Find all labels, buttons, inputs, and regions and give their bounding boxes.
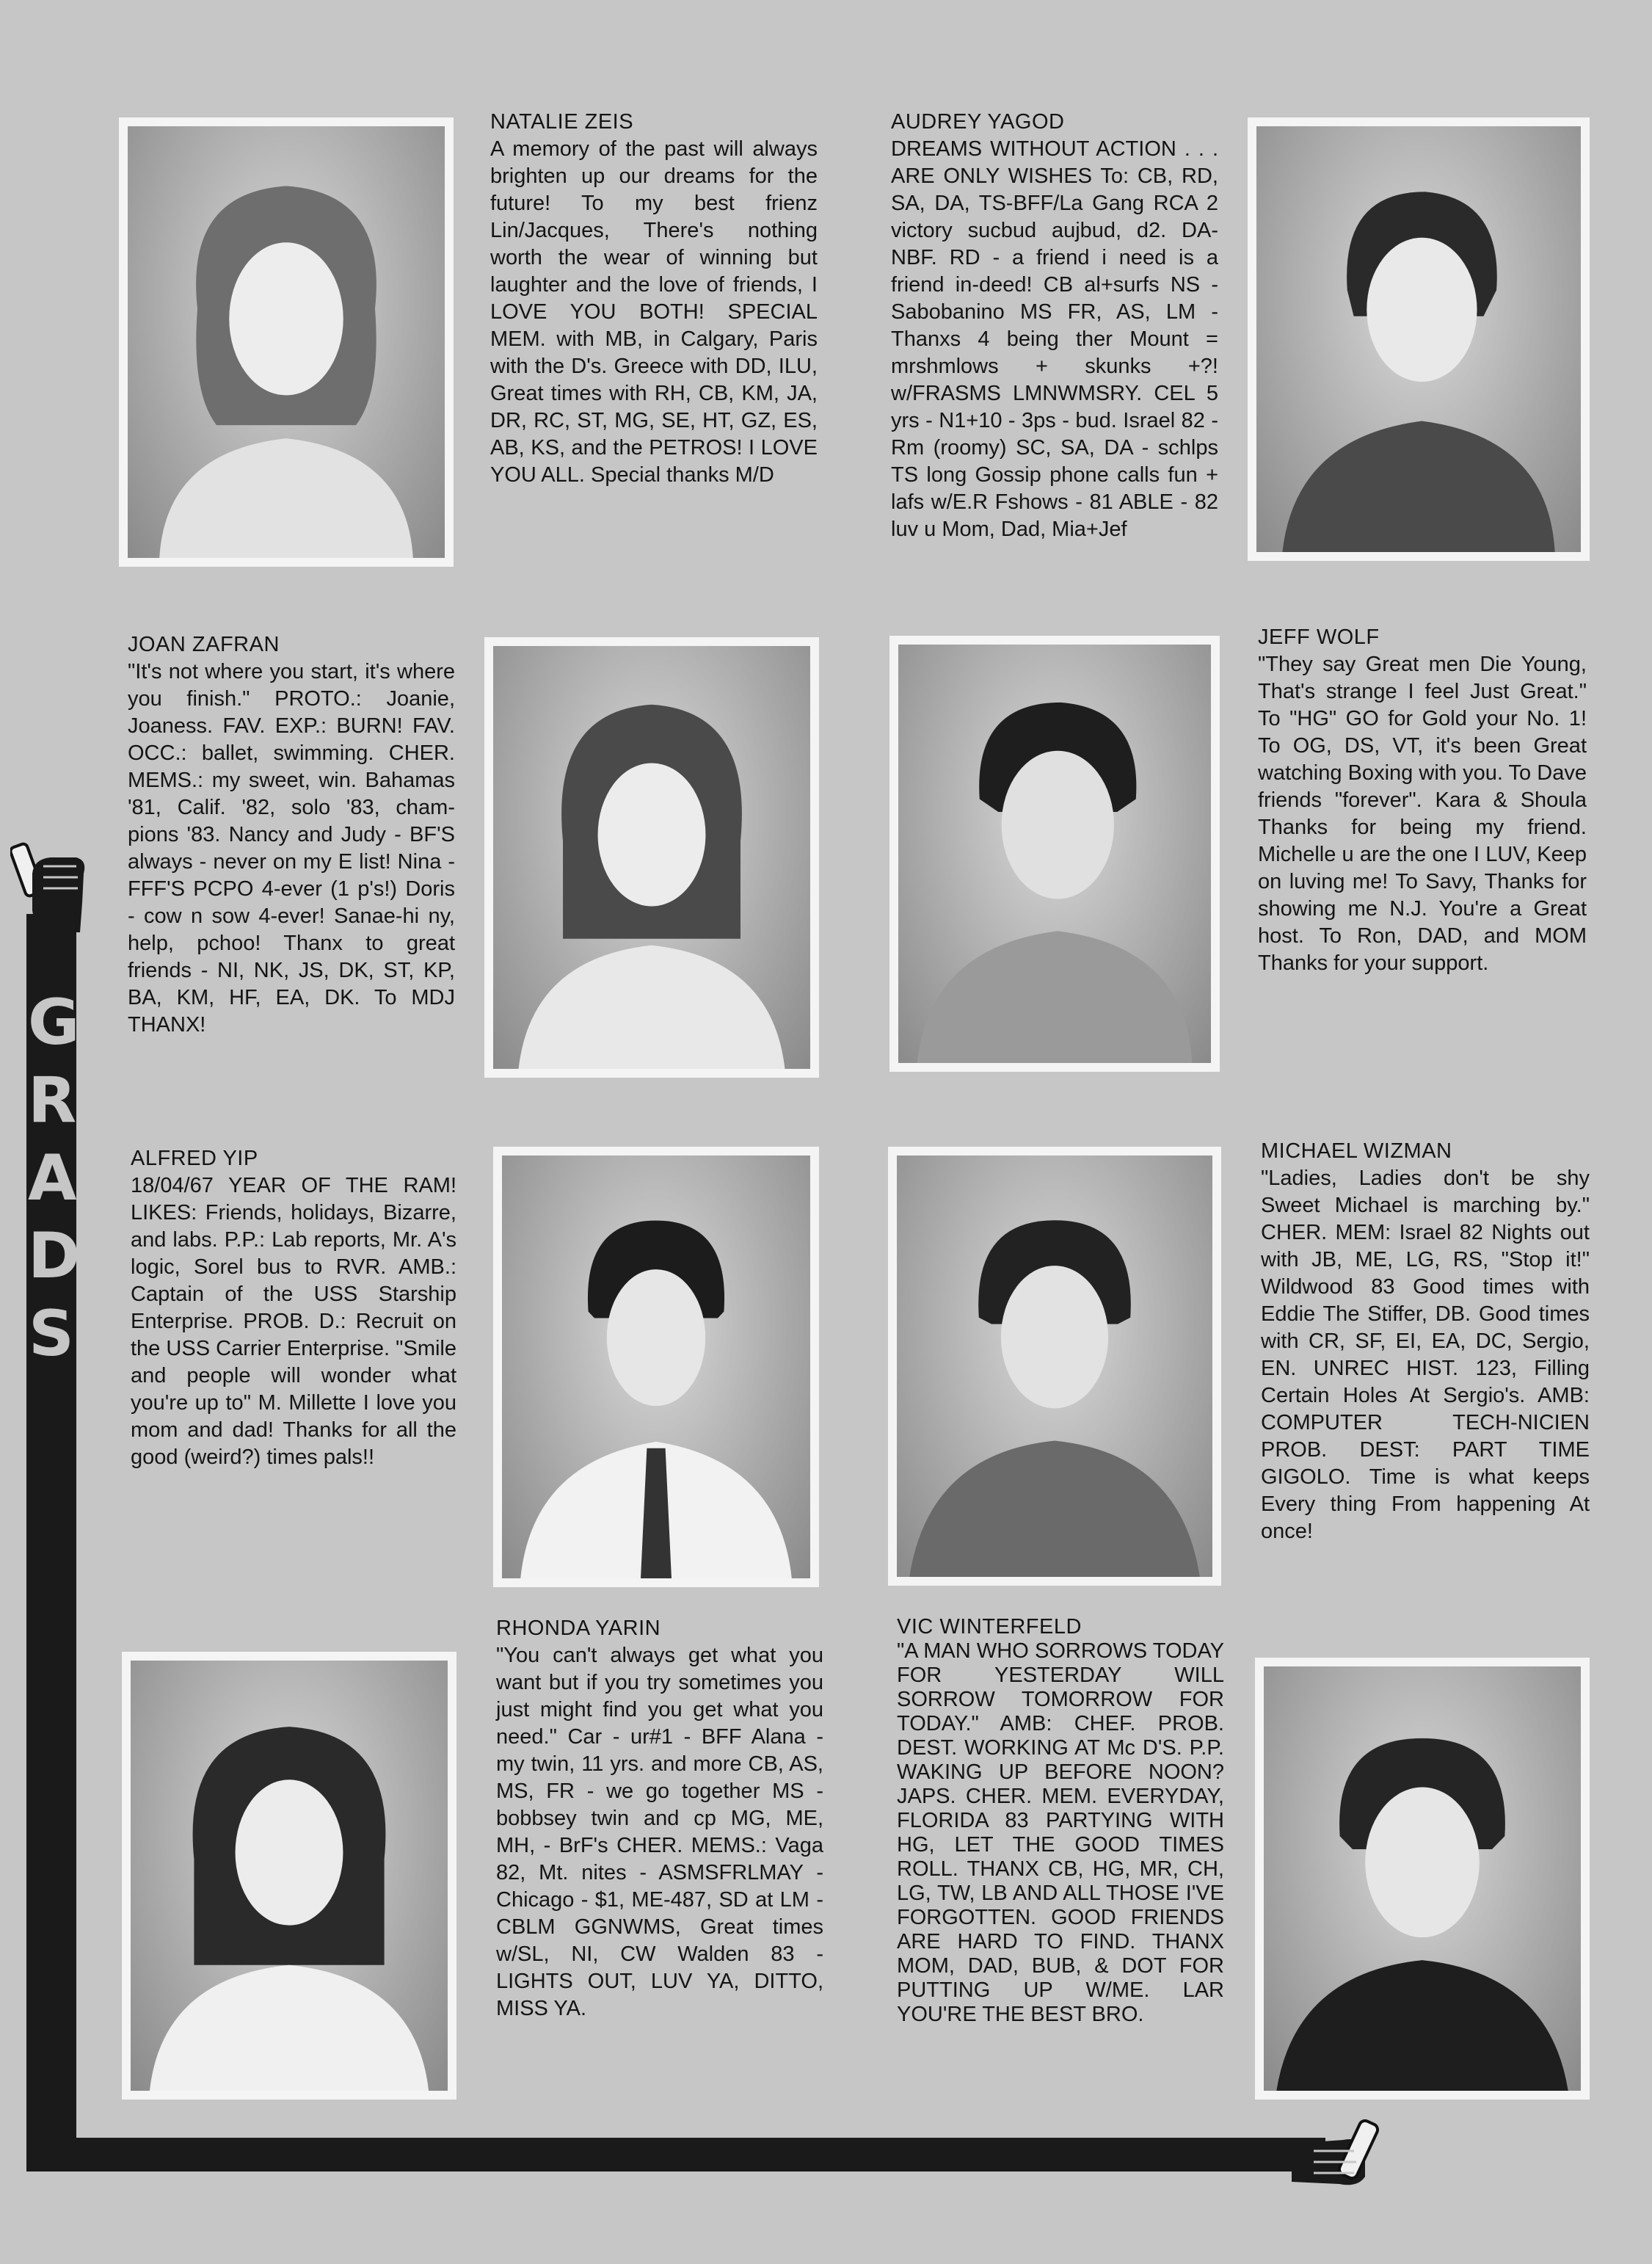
student-name: ALFRED YIP [131,1147,258,1170]
grads-horizontal-bar [26,2138,1325,2172]
bio-alfred-yip [131,1145,456,1471]
student-name: AUDREY YAGOD [891,110,1065,134]
student-name: VIC WINTERFELD [897,1615,1082,1639]
portrait-photo-rhonda-yarin [122,1652,456,2100]
student-bio: A memory of the past will always brighten up our dreams for the future! To my best frienz Lin/Jacques, There's nothing worth the wear of winning but laughter and the love of friends, I LOVE YOU BOTH! SPECIAL MEM. with MB, in Calgary, Paris with the D's. Greece with DD, ILU, Great times with RH, CB, KM, JA, DR, RC, ST, MG, SE, HT, GZ, ES, AB, KS, and the PETROS! I LOVE YOU ALL. Special thanks M/D [490,137,818,487]
portrait-photo-vic-winterfeld [1255,1658,1590,2100]
grads-section-label: G R A D S [28,986,81,1371]
bio-natalie-zeis [490,109,818,489]
student-bio: "They say Great men Die Young, That's strange I feel Just Great." To "HG" GO for Gold your No. 1! To OG, DS, VT, it's been Great watching Boxing with you. To Dave friends "forever". Kara & Shoula Thanks for being my friend. Michelle u are the one I LUV, Keep on luving me! To Savy, Thanks for showing me N.J. You're a Great host. To Ron, DAD, and MOM Thanks for your support. [1258,653,1587,975]
student-name: JEFF WOLF [1258,625,1380,649]
student-bio: 18/04/67 YEAR OF THE RAM! LIKES: Friends, holidays, Bizarre, and labs. P.P.: Lab reports, Mr. A's logic, Sorel bus to RVR. AMB.: Captain of the USS Starship Enterprise. PROB. D.: Recruit on the USS Carrier Enterprise. "Smile and people will wonder what you're up to" M. Millette I love you mom and dad! Thanks for all the good (weird?) times pals!! [131,1174,456,1469]
hand-diploma-icon [10,822,98,932]
bio-michael-wizman [1261,1138,1590,1545]
student-bio: "You can't always get what you want but if you try sometimes you just might find you get what you need." Car - ur#1 - BFF Alana - my twin, 11 yrs. and more CB, AS, MS, FR - we go together MS - bobbsey twin and cp MG, ME, MH, - BrF's CHER. MEMS.: Vaga 82, Mt. nites - ASMSFRLMAY - Chicago - $1, ME-487, SD at LM - CBLM GGNWMS, Great times w/SL, NI, CW Walden 83 - LIGHTS OUT, LUV YA, DITTO, MISS YA. [496,1644,823,2020]
portrait-photo-audrey-yagod [1248,117,1590,561]
bio-vic-winterfeld [897,1615,1224,2027]
student-bio: DREAMS WITHOUT ACTION . . . ARE ONLY WISHES To: CB, RD, SA, DA, TS-BFF/La Gang RCA 2 victory sucbud aujbud, d2. DA-NBF. RD - a friend i need is a friend in-deed! CB al+surfs NS - Sabobanino MS FR, AS, LM - Thanxs 4 being ther Mount = mrshmlows + skunks +?! w/FRASMS LMNWMSRY. CEL 5 yrs - N1+10 - 3ps - bud. Israel 82 - Rm (roomy) SC, SA, DA - schlps TS long Gossip phone calls fun + lafs w/E.R Fshows - 81 ABLE - 82 luv u Mom, Dad, Mia+Jef [891,137,1218,541]
student-name: MICHAEL WIZMAN [1261,1139,1452,1163]
portrait-photo-joan-zafran [484,637,819,1078]
student-bio: "A MAN WHO SORROWS TODAY FOR YESTERDAY WILL SORROW TOMORROW FOR TODAY." AMB: CHEF. PROB. DEST. WORKING AT Mc D'S. P.P. WAKING UP BEFORE NOON? JAPS. CHER. MEM. EVERYDAY, FLORIDA 83 PARTYING WITH HG, LET THE GOOD TIMES ROLL. THANX CB, HG, MR, CH, LG, TW, LB AND ALL THOSE I'VE FORGOTTEN. GOOD FRIENDS ARE HARD TO FIND. THANX MOM, DAD, BUB, & DOT FOR PUTTING UP W/ME. LAR YOU'RE THE BEST BRO. [897,1639,1224,2026]
hand-diploma-icon [1292,2114,1394,2195]
bio-joan-zafran [128,631,455,1039]
student-name: NATALIE ZEIS [490,110,634,134]
bio-jeff-wolf [1258,624,1587,977]
student-name: RHONDA YARIN [496,1617,661,1640]
portrait-photo-natalie-zeis [119,117,454,567]
student-bio: "It's not where you start, it's where you finish." PROTO.: Joanie, Joaness. FAV. EXP.: BURN! FAV. OCC.: ballet, swimming. CHER. MEMS.: my sweet, win. Bahamas '81, Calif. '82, solo '83, cham-pions '83. Nancy and Judy - BF'S always - never on my E list! Nina - FFF'S PCPO 4-ever (1 p's!) Doris - cow n sow 4-ever! Sanae-hi ny, help, pchoo! Thanx to great friends - NI, NK, JS, DK, ST, KP, BA, KM, HF, EA, DK. To MDJ THANX! [128,660,455,1037]
bio-rhonda-yarin [496,1615,823,2022]
portrait-photo-michael-wizman [888,1147,1221,1586]
portrait-photo-jeff-wolf [889,636,1220,1072]
student-bio: "Ladies, Ladies don't be shy Sweet Michael is marching by." CHER. MEM: Israel 82 Nights out with JB, ME, LG, RS, "Stop it!" Wildwood 83 Good times with Eddie The Stiffer, DB. Good times with CR, SF, EI, EA, DC, Sergio, EN. UNREC HIST. 123, Filling Certain Holes At Sergio's. AMB: COMPUTER TECH-NICIEN PROB. DEST: PART TIME GIGOLO. Time is what keeps Every thing From happening At once! [1261,1167,1590,1543]
student-name: JOAN ZAFRAN [128,633,280,656]
bio-audrey-yagod [891,109,1218,543]
portrait-photo-alfred-yip [493,1147,819,1587]
